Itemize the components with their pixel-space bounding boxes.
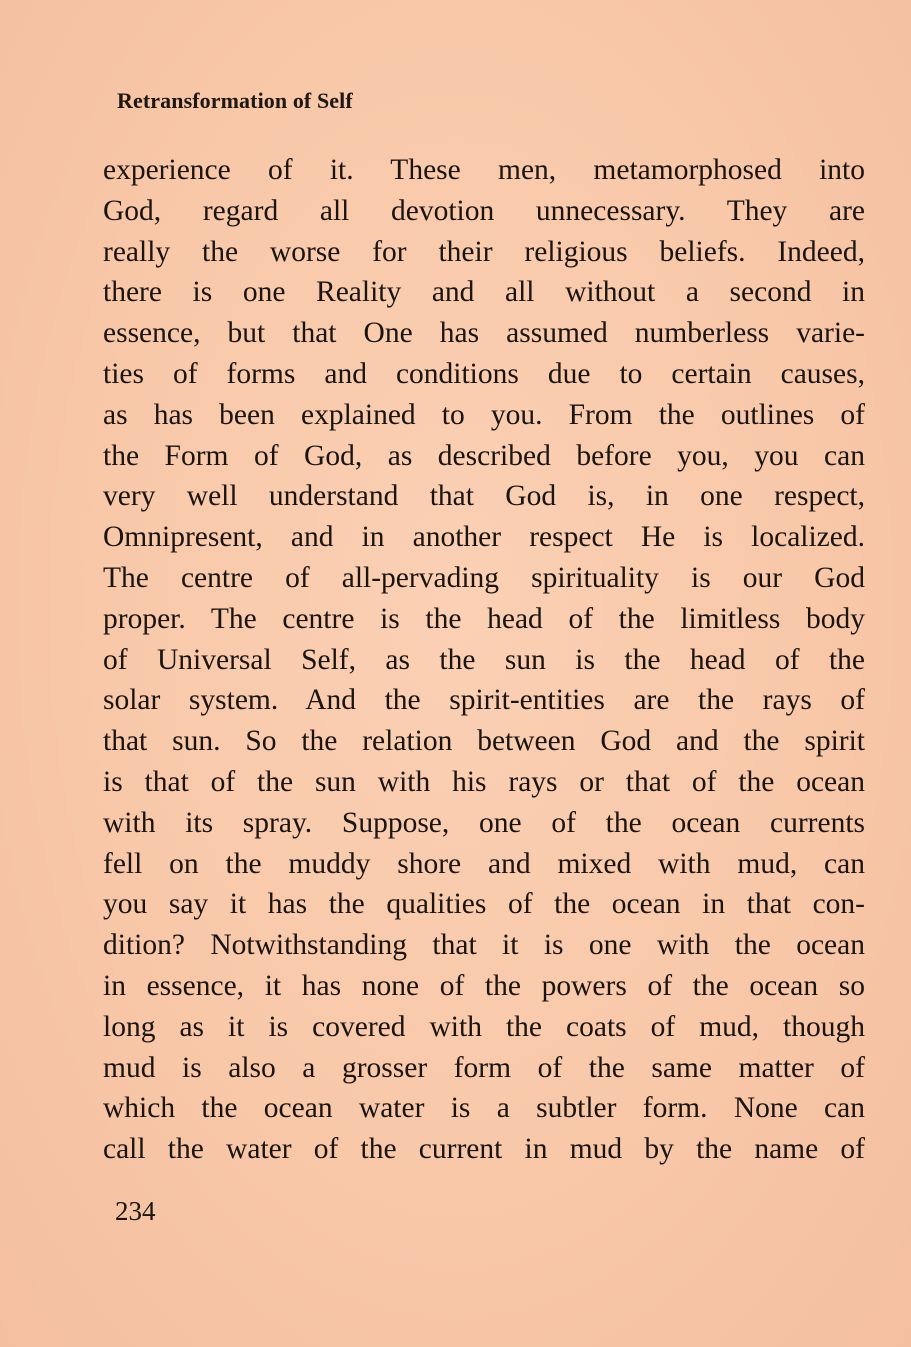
text-line: there is one Reality and all without a second in (103, 276, 865, 309)
text-line: long as it is covered with the coats of mud, though (103, 1010, 865, 1043)
text-line: God, regard all devotion unnecessary. They are (103, 194, 865, 227)
text-line: as has been explained to you. From the outlines of (103, 398, 865, 431)
running-head: Retransformation of Self (117, 88, 353, 113)
text-line: call the water of the current in mud by the name of (103, 1133, 865, 1166)
text-line: with its spray. Suppose, one of the ocean currents (103, 806, 865, 839)
text-line: fell on the muddy shore and mixed with mud, can (103, 847, 865, 880)
text-line: you say it has the qualities of the ocean in that con- (103, 888, 865, 921)
text-line: really the worse for their religious beliefs. Indeed, (103, 235, 865, 268)
text-line: the Form of God, as described before you, you can (103, 439, 865, 472)
body-text (103, 150, 865, 1170)
text-line: in essence, it has none of the powers of the ocean so (103, 969, 865, 1002)
text-line: of Universal Self, as the sun is the head of the (103, 643, 865, 676)
text-line: Omnipresent, and in another respect He is localized. (103, 521, 865, 554)
text-line: essence, but that One has assumed numberless varie- (103, 317, 865, 350)
text-line: experience of it. These men, metamorphosed into (103, 154, 865, 186)
text-line: The centre of all-pervading spirituality is our God (103, 561, 865, 594)
text-line: is that of the sun with his rays or that of the ocean (103, 765, 865, 798)
text-line: mud is also a grosser form of the same matter of (103, 1051, 865, 1084)
text-line: that sun. So the relation between God and the spirit (103, 725, 865, 758)
text-line: solar system. And the spirit-entities are the rays of (103, 684, 865, 717)
page-number: 234 (115, 1196, 156, 1226)
text-line: proper. The centre is the head of the limitless body (103, 602, 865, 635)
text-line: which the ocean water is a subtler form. None can (103, 1092, 865, 1125)
text-line: dition? Notwithstanding that it is one with the ocean (103, 929, 865, 962)
text-line: very well understand that God is, in one respect, (103, 480, 865, 513)
text-line: ties of forms and conditions due to certain causes, (103, 357, 865, 390)
